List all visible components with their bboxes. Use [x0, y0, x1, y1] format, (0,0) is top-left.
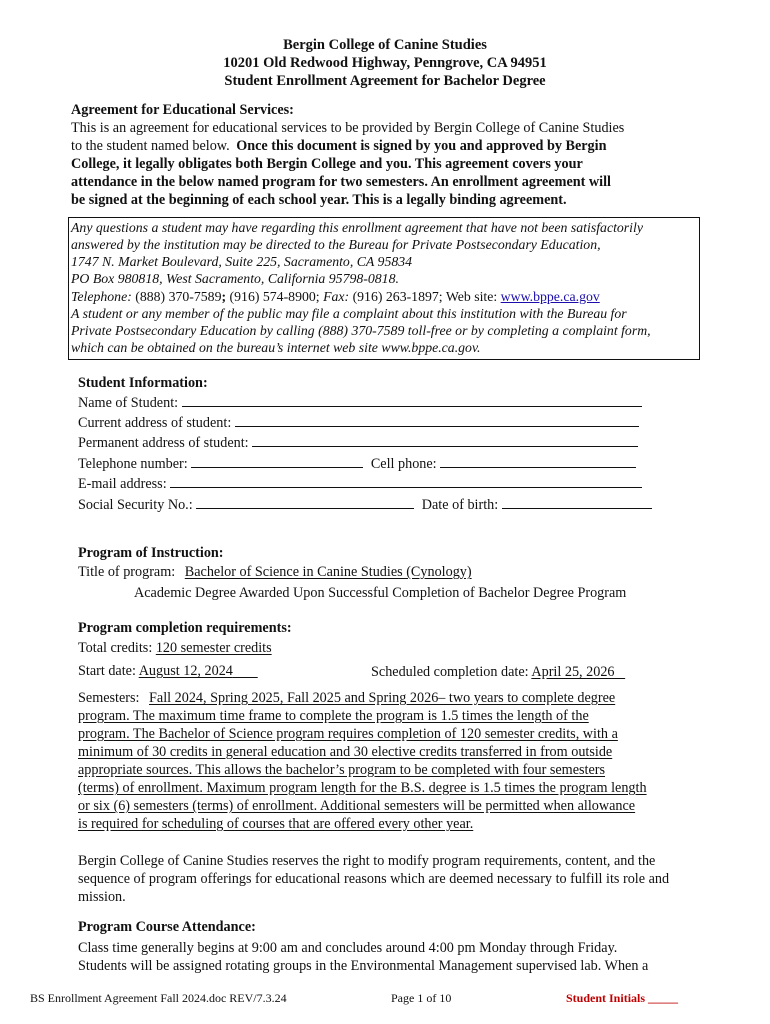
agreement-line-2	[71, 137, 606, 155]
current-address-row	[78, 414, 639, 432]
bppe-contact-line: Telephone: (888) 370-7589; (916) 574-8900; Fax: (916) 263-1897; Web site: www.bppe.ca.gov	[71, 289, 600, 304]
email-field[interactable]	[170, 475, 642, 488]
email-label: E-mail address:	[78, 476, 167, 492]
degree-awarded-line: Academic Degree Awarded Upon Successful Completion of Bachelor Degree Program	[134, 585, 627, 601]
semesters-label: Semesters:	[78, 690, 140, 706]
agreement-line-3: College, it legally obligates both Bergin College and you. This agreement covers your	[71, 156, 583, 172]
email-row	[78, 475, 642, 493]
agreement-line-4: attendance in the below named program for two semesters. An enrollment agreement will	[71, 174, 611, 190]
semesters-line-8: is required for scheduling of courses that are offered every other year.	[78, 816, 474, 832]
footer-student-initials[interactable]: Student Initials _____	[566, 991, 679, 1005]
college-name: Bergin College of Canine Studies	[283, 37, 487, 53]
completion-date-row	[371, 663, 625, 681]
bppe-line-6: A student or any member of the public may file a complaint about this institution with the Bureau for	[71, 306, 627, 321]
bppe-line-2: answered by the institution may be directed to the Bureau for Private Postsecondary Education,	[71, 237, 601, 252]
semesters-line-6: (terms) of enrollment. Maximum program length for the B.S. degree is 1.5 times the program length	[78, 780, 647, 796]
program-title-row	[78, 563, 472, 581]
total-credits-row	[78, 639, 272, 657]
telephone-value: (888) 370-7589	[135, 289, 222, 304]
current-address-field[interactable]	[235, 414, 639, 427]
bppe-line-1: Any questions a student may have regarding this enrollment agreement that have not been satisfactorily	[71, 220, 643, 235]
reserves-line-3: mission.	[78, 889, 126, 905]
student-info-heading: Student Information:	[78, 375, 208, 391]
phone-row	[78, 455, 636, 473]
student-name-row	[78, 394, 642, 412]
student-name-field[interactable]	[182, 394, 642, 407]
agreement-line-2-text: to the student named below.	[71, 138, 230, 154]
bppe-line-4: PO Box 980818, West Sacramento, California 95798-0818.	[71, 271, 399, 286]
start-date-value: August 12, 2024	[138, 663, 233, 679]
ssn-dob-row	[78, 496, 652, 514]
permanent-address-field[interactable]	[252, 434, 638, 447]
bppe-line-7: Private Postsecondary Education by calling (888) 370-7589 toll-free or by completing a complaint form,	[71, 323, 651, 338]
program-heading: Program of Instruction:	[78, 545, 224, 561]
total-credits-label: Total credits:	[78, 640, 153, 656]
semesters-line-2: program. The maximum time frame to complete the program is 1.5 times the length of the	[78, 708, 589, 724]
attendance-line-1: Class time generally begins at 9:00 am and concludes around 4:00 pm Monday through Friday.	[78, 940, 618, 956]
telephone-value-2: (916) 574-8900;	[229, 289, 320, 304]
student-name-label: Name of Student:	[78, 395, 179, 411]
agreement-line-2-bold: Once this document is signed by you and approved by Bergin	[236, 138, 607, 154]
program-title-label: Title of program:	[78, 564, 176, 580]
telephone-number-field[interactable]	[191, 455, 363, 468]
attendance-line-2: Students will be assigned rotating groups in the Environmental Management supervised lab. When a	[78, 958, 649, 974]
dob-label: Date of birth:	[421, 497, 499, 513]
permanent-address-label: Permanent address of student:	[78, 435, 249, 451]
cell-phone-field[interactable]	[440, 455, 636, 468]
start-date-label: Start date:	[78, 663, 136, 679]
reserves-line-2: sequence of program offerings for educational reasons which are deemed necessary to fulfill its role and	[78, 871, 670, 887]
bppe-website-link[interactable]: www.bppe.ca.gov	[500, 289, 600, 304]
semesters-line-1	[78, 689, 615, 707]
college-address: 10201 Old Redwood Highway, Penngrove, CA 94951	[223, 55, 547, 71]
semesters-text-1: Fall 2024, Spring 2025, Fall 2025 and Spring 2026– two years to complete degree	[149, 690, 616, 706]
completion-heading: Program completion requirements:	[78, 620, 292, 636]
footer-page-number: Page 1 of 10	[391, 991, 452, 1005]
ssn-field[interactable]	[196, 496, 414, 509]
semesters-line-4: minimum of 30 credits in general education and 30 elective credits transferred in from outside	[78, 744, 613, 760]
document-title: Student Enrollment Agreement for Bachelor Degree	[224, 73, 546, 89]
semesters-line-3: program. The Bachelor of Science program requires completion of 120 semester credits, with a	[78, 726, 618, 742]
program-title-value: Bachelor of Science in Canine Studies (Cynology)	[184, 564, 472, 580]
dob-field[interactable]	[502, 496, 652, 509]
cell-phone-label: Cell phone:	[370, 456, 437, 472]
semesters-line-5: appropriate sources. This allows the bachelor’s program to be completed with four semesters	[78, 762, 606, 778]
ssn-label: Social Security No.:	[78, 497, 193, 513]
agreement-heading: Agreement for Educational Services:	[71, 102, 294, 118]
attendance-heading: Program Course Attendance:	[78, 919, 256, 935]
telephone-number-label: Telephone number:	[78, 456, 188, 472]
start-date-row	[78, 662, 258, 680]
bppe-line-8: which can be obtained on the bureau’s internet web site www.bppe.ca.gov.	[71, 340, 481, 355]
fax-value: (916) 263-1897; Web site:	[352, 289, 498, 304]
semesters-line-7: or six (6) semesters (terms) of enrollment. Additional semesters will be permitted when allowance	[78, 798, 636, 814]
bppe-line-3: 1747 N. Market Boulevard, Suite 225, Sacramento, CA 95834	[71, 254, 413, 269]
footer-document-ref: BS Enrollment Agreement Fall 2024.doc REV/7.3.24	[30, 991, 287, 1005]
agreement-line-1: This is an agreement for educational services to be provided by Bergin College of Canine Studies	[71, 120, 625, 136]
completion-date-label: Scheduled completion date:	[371, 664, 529, 680]
permanent-address-row	[78, 434, 638, 452]
reserves-line-1: Bergin College of Canine Studies reserves the right to modify program requirements, content, and the	[78, 853, 656, 869]
total-credits-value: 120 semester credits	[155, 640, 272, 656]
agreement-line-5: be signed at the beginning of each school year. This is a legally binding agreement.	[71, 192, 567, 208]
completion-date-value: April 25, 2026	[531, 664, 615, 680]
fax-label: Fax:	[323, 289, 350, 304]
current-address-label: Current address of student:	[78, 415, 232, 431]
telephone-label: Telephone:	[71, 289, 132, 304]
